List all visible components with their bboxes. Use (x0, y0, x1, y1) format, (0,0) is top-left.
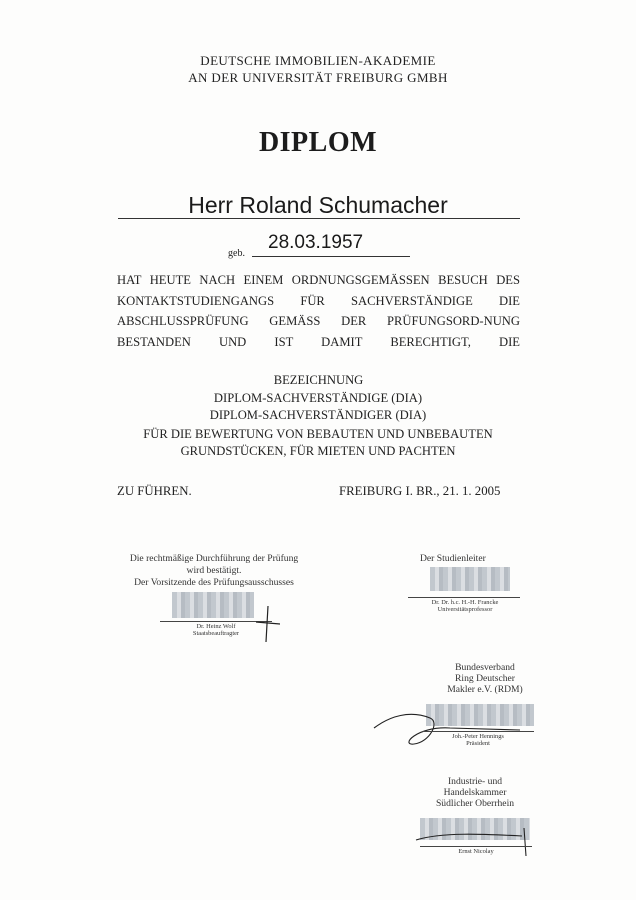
rdm-block (430, 662, 540, 695)
signer-name-nicolay: Ernst Nicolay (458, 848, 494, 855)
designation-line-2: DIPLOM-SACHVERSTÄNDIGER (DIA) (209, 408, 427, 422)
place-date: FREIBURG I. BR., 21. 1. 2005 (339, 484, 501, 498)
signer-name-francke: Dr. Dr. h.c. H.-H. Francke (431, 599, 499, 606)
rdm-line-1: Bundesverband (455, 662, 515, 673)
body-last-line: BEZEICHNUNG (273, 373, 364, 387)
body-paragraph: HAT HEUTE NACH EINEM ORDNUNGSGEMÄSSEN BESUCH DES KONTAKTSTUDIENGANGS FÜR SACHVERSTÄNDIGE DIE ABSCHLUSSPRÜFUNG GEMÄSS DER PRÜFUNGSORD-NUNG BESTANDEN UND IST DAMIT BERECHTIGT, DIE (117, 273, 520, 349)
rdm-line-3: Makler e.V. (RDM) (447, 684, 523, 695)
signer-title-hennings: Präsident (466, 740, 490, 747)
recipient-name: Herr Roland Schumacher (188, 192, 448, 218)
birth-date: 28.03.1957 (268, 232, 364, 253)
signature-line-francke (408, 597, 520, 598)
signer-title-wolf: Staatsbeauftragter (192, 630, 240, 637)
ihk-line-3: Südlicher Oberrhein (435, 798, 515, 809)
signer-name-wolf: Dr. Heinz Wolf (196, 623, 236, 630)
exam-confirmation-block (114, 553, 314, 589)
exam-confirmation-line-2: wird bestätigt. (186, 565, 242, 576)
studienleiter-heading: Der Studienleiter (420, 553, 486, 564)
birth-underline (252, 256, 410, 257)
birth-label: geb. (228, 248, 245, 259)
document-title: DIPLOM (258, 127, 378, 158)
exam-confirmation-line-3: Der Vorsitzende des Prüfungsausschusses (134, 577, 294, 588)
institution-line-1: DEUTSCHE IMMOBILIEN-AKADEMIE (200, 53, 436, 68)
designation-line-4: GRUNDSTÜCKEN, FÜR MIETEN UND PACHTEN (180, 444, 456, 458)
ihk-block (410, 776, 540, 809)
rdm-line-2: Ring Deutscher (455, 673, 515, 684)
signature-francke (430, 567, 510, 591)
ihk-line-1: Industrie- und (447, 776, 503, 787)
exam-confirmation-line-1: Die rechtmäßige Durchführung der Prüfung (129, 553, 299, 564)
zu-fuehren-text: ZU FÜHREN. (117, 484, 192, 498)
ihk-line-2: Handelskammer (443, 787, 507, 798)
signer-title-francke: Universitätsprofessor (437, 606, 493, 613)
signer-name-hennings: Joh.-Peter Hennings (452, 733, 504, 740)
designation-line-3: FÜR DIE BEWERTUNG VON BEBAUTEN UND UNBEBAUTEN (143, 427, 493, 441)
signature-wolf (172, 592, 254, 618)
signature-line-hennings (422, 731, 534, 732)
signature-line-nicolay (420, 846, 532, 847)
designation-line-1: DIPLOM-SACHVERSTÄNDIGE (DIA) (213, 391, 423, 405)
name-underline (118, 218, 520, 219)
institution-line-2: AN DER UNIVERSITÄT FREIBURG GMBH (188, 70, 448, 85)
